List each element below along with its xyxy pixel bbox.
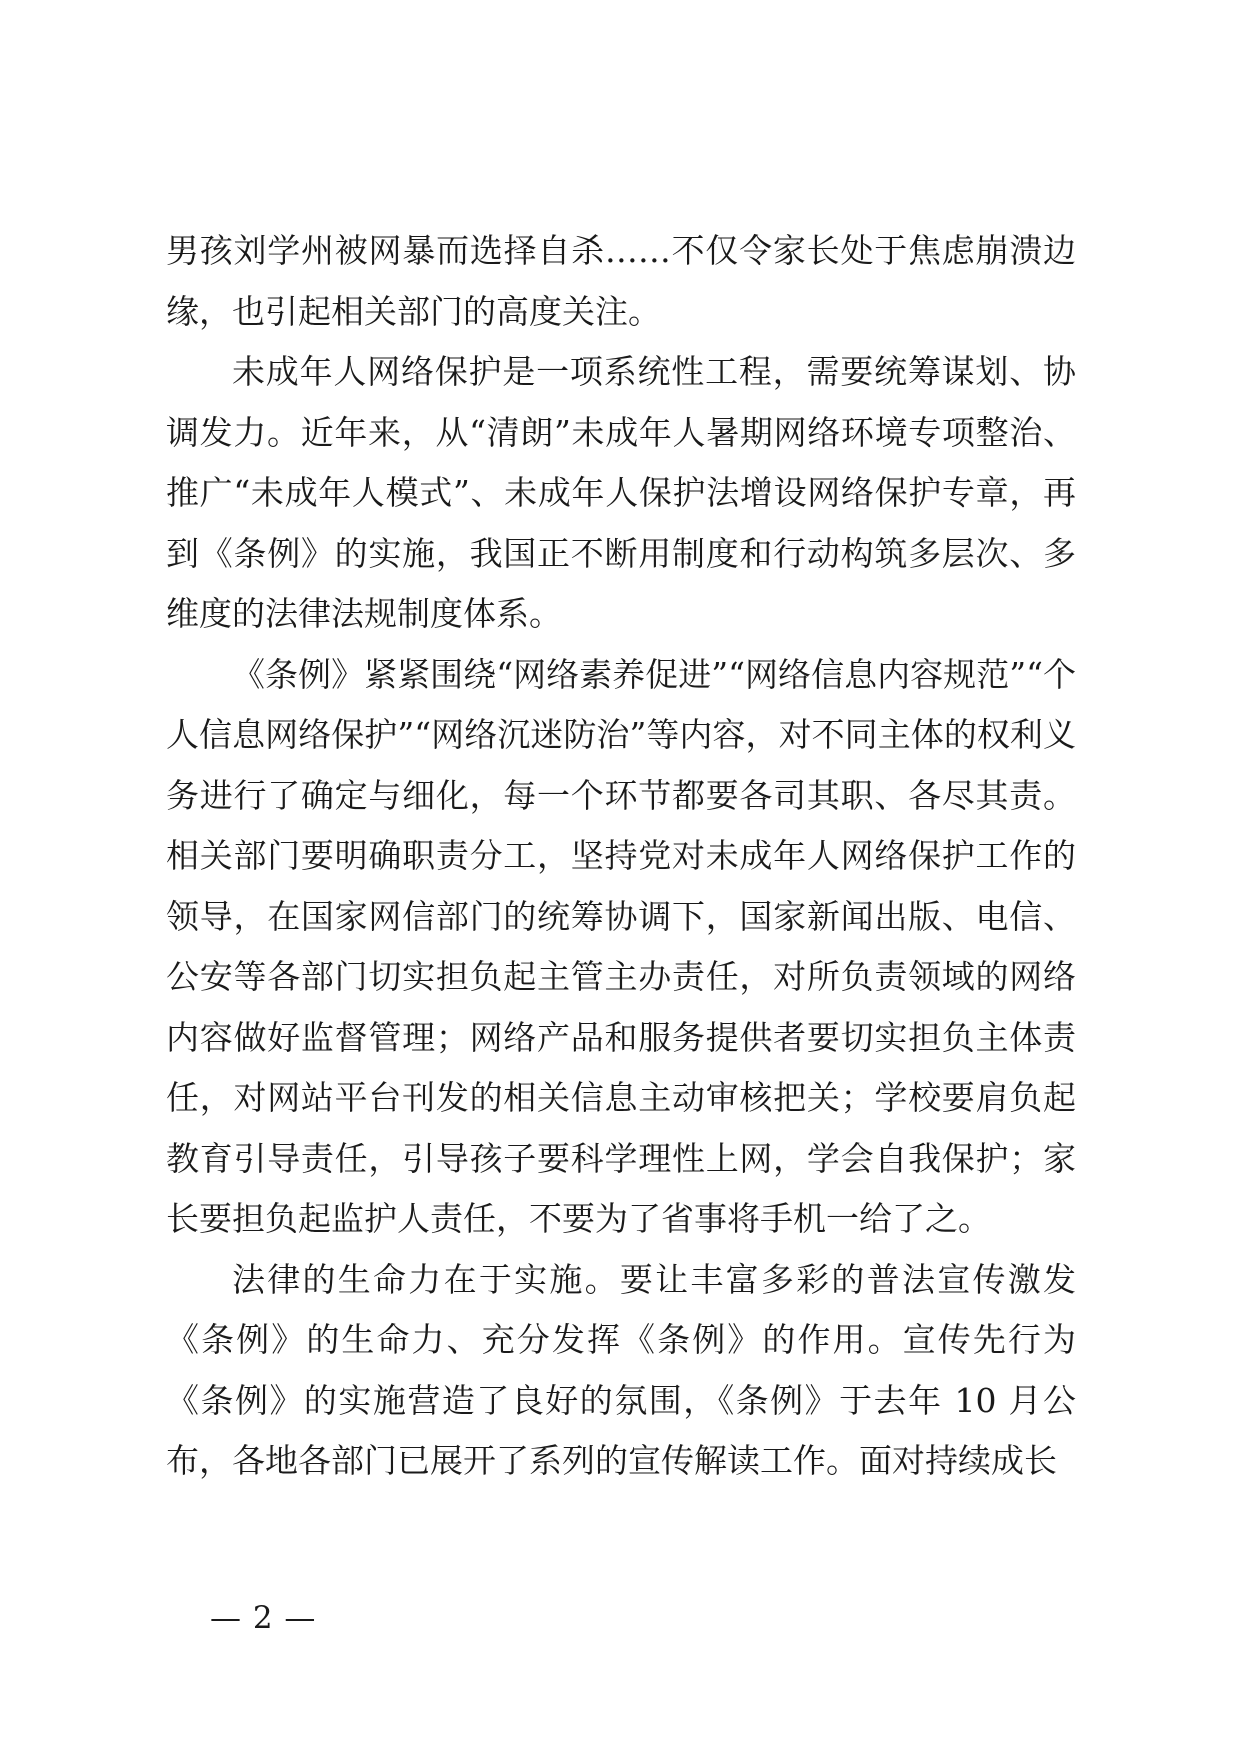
paragraph-3: 《条例》紧紧围绕“网络素养促进”“网络信息内容规范”“个人信息网络保护”“网络沉迷防治”等内容，对不同主体的权利义务进行了确定与细化，每一个环节都要各司其职、各尽其责。相关部门要明确职责分工，坚持党对未成年人网络保护工作的领导，在国家网信部门的统筹协调下，国家新闻出版、电信、公安等各部门切实担负起主管主办责任，对所负责领域的网络内容做好监督管理；网络产品和服务提供者要切实担负主体责任，对网站平台刊发的相关信息主动审核把关；学校要肩负起教育引导责任，引导孩子要科学理性上网，学会自我保护；家长要担负起监护人责任，不要为了省事将手机一给了之。 [166, 654, 1076, 1238]
document-body [166, 221, 1076, 1492]
paragraph-2: 未成年人网络保护是一项系统性工程，需要统筹谋划、协调发力。近年来，从“清朗”未成年人暑期网络环境专项整治、推广“未成年人模式”、未成年人保护法增设网络保护专章，再到《条例》的实施，我国正不断用制度和行动构筑多层次、多维度的法律法规制度体系。 [166, 352, 1076, 633]
paragraph-1: 男孩刘学州被网暴而选择自杀……不仅令家长处于焦虑崩溃边缘，也引起相关部门的高度关注。 [166, 231, 1076, 331]
page-number: — 2 — [210, 1600, 317, 1636]
paragraph-4: 法律的生命力在于实施。要让丰富多彩的普法宣传激发《条例》的生命力、充分发挥《条例》的作用。宣传先行为《条例》的实施营造了良好的氛围，《条例》于去年 10 月公布，各地各部门已展开了系列的宣传解读工作。面对持续成长 [166, 1259, 1076, 1480]
